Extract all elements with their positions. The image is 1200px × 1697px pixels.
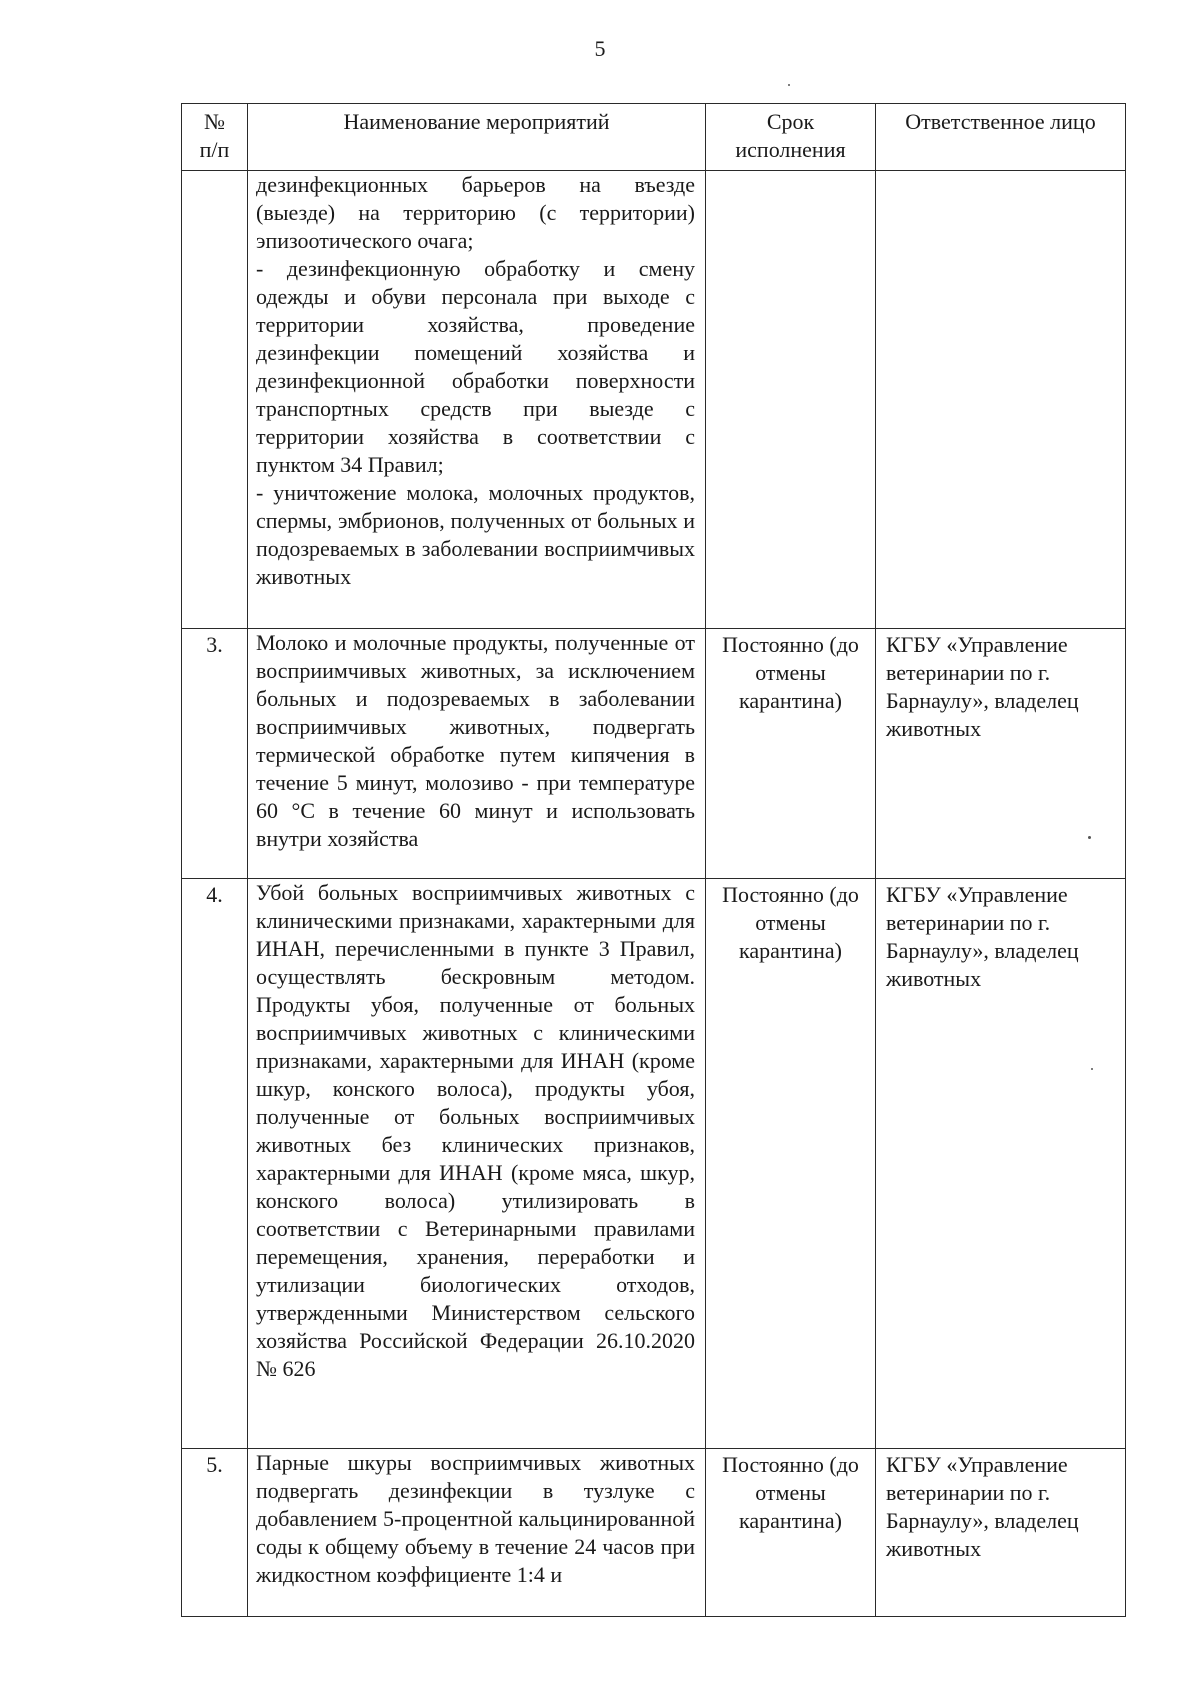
header-deadline-line: Срок [766,109,815,134]
measures-table [181,103,1126,1617]
header-number-line: № [204,109,225,134]
row-responsible: КГБУ «Управление ветеринарии по г. Барнаулу», владелец животных [876,629,1126,879]
row-text: Убой больных восприимчивых животных с клиническими признаками, характерными для ИНАН, перечисленными в пункте 3 Правил, осуществлять бескровным методом. Продукты убоя, полученные от больных восприимчивых животных с клиническими признаками, характерными для ИНАН (кроме шкур, конского волоса), продукты убоя, полученные от больных восприимчивых животных без клинических признаков, характерными для ИНАН (кроме мяса, шкур, конского волоса) утилизировать в соответствии с Ветеринарными правилами перемещения, хранения, переработки и утилизации биологических отходов, утвержденными Министерством сельского хозяйства Российской Федерации 26.10.2020 № 626 [248,879,706,1449]
row-text: дезинфекционных барьеров на въезде (выезде) на территорию (с территории) эпизоотического очага; - дезинфекционную обработку и смену одежды и обуви персонала при выходе с территории хозяйства, проведение дезинфекции помещений хозяйства и дезинфекционной обработки поверхности транспортных средств при выезде с территории хозяйства в соответствии с пунктом 34 Правил; - уничтожение молока, молочных продуктов, спермы, эмбрионов, полученных от больных и подозреваемых в заболевании восприимчивых животных [248,171,706,629]
row-number: 5. [182,1449,248,1617]
row-text: Парные шкуры восприимчивых животных подвергать дезинфекции в тузлуке с добавлением 5-процентной кальцинированной соды к общему объему в течение 24 часов при жидкостном коэффициенте 1:4 и [248,1449,706,1617]
header-deadline [706,104,876,171]
row-deadline: Постоянно (до отмены карантина) [706,629,876,879]
row-responsible: КГБУ «Управление ветеринарии по г. Барнаулу», владелец животных [876,879,1126,1449]
row-deadline: Постоянно (до отмены карантина) [706,879,876,1449]
table-row [182,1449,1126,1617]
header-name: Наименование мероприятий [248,104,706,171]
table-row [182,879,1126,1449]
row-responsible: КГБУ «Управление ветеринарии по г. Барнаулу», владелец животных [876,1449,1126,1617]
row-text: Молоко и молочные продукты, полученные от восприимчивых животных, за исключением больных и подозреваемых в заболевании восприимчивых животных, подвергать термической обработке путем кипячения в течение 5 минут, молозиво - при температуре 60 °С в течение 60 минут и использовать внутри хозяйства [248,629,706,879]
header-number [182,104,248,171]
row-number: 3. [182,629,248,879]
header-number-line: п/п [199,137,230,162]
row-deadline [706,171,876,629]
row-responsible [876,171,1126,629]
scan-speck [788,84,790,86]
header-responsible: Ответственное лицо [876,104,1126,171]
table-row [182,629,1126,879]
header-deadline-line: исполнения [735,137,846,162]
row-deadline: Постоянно (до отмены карантина) [706,1449,876,1617]
table-header-row [182,104,1126,171]
row-number: 4. [182,879,248,1449]
row-number [182,171,248,629]
table-row [182,171,1126,629]
page-number: 5 [594,36,606,61]
